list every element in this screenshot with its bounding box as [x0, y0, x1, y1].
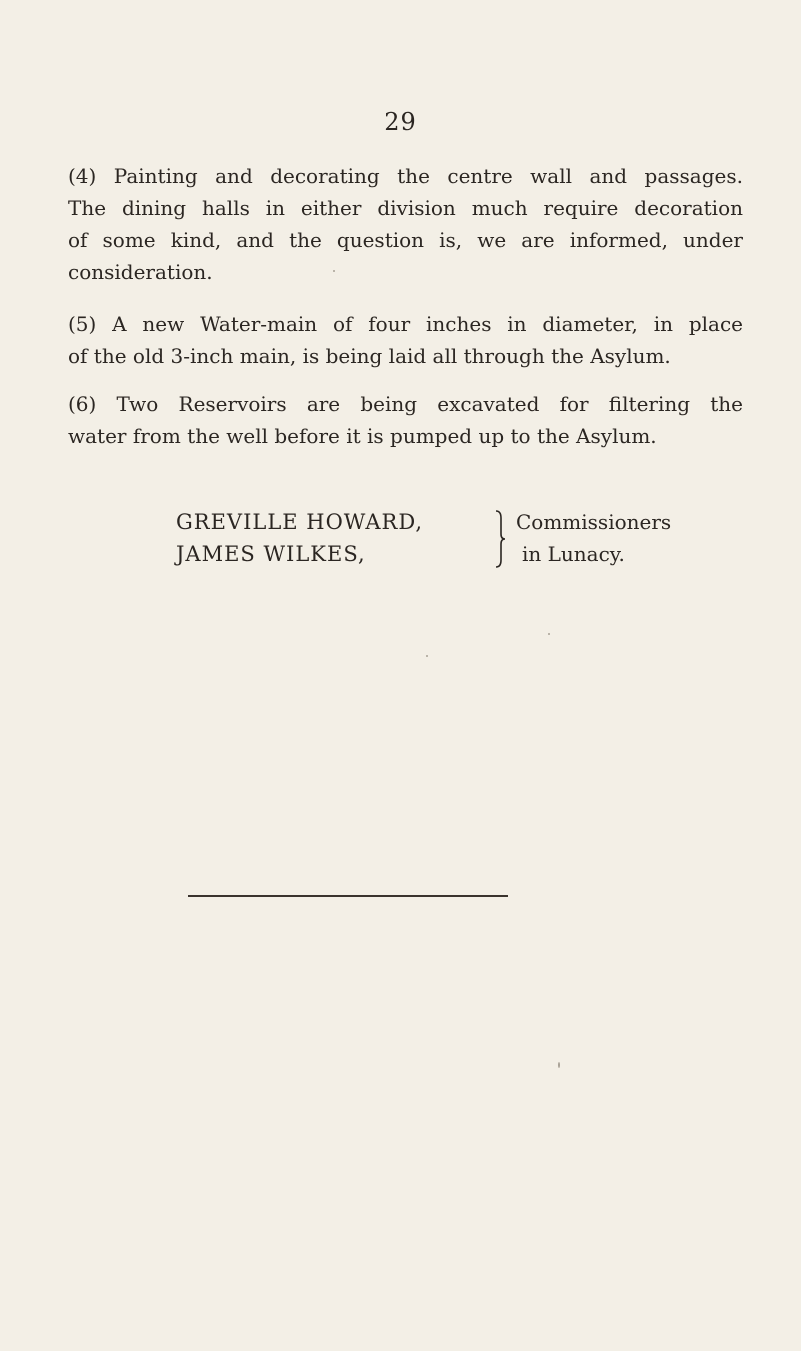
paragraph-line: of the old 3-inch main, is being laid all through the Asylum. [68, 344, 671, 368]
paragraph-line: (4) Painting and decorating the centre wall and passages. [68, 164, 743, 188]
paragraph-line: The dining halls in either division much require decoration [68, 196, 743, 220]
signatory-name: JAMES WILKES, [176, 542, 366, 566]
paragraph-line: of some kind, and the question is, we are informed, under [68, 228, 743, 252]
paragraph-line: (6) Two Reservoirs are being excavated for filtering the [68, 392, 743, 416]
paragraph-item-5 [68, 308, 743, 372]
signatory-title-line: in Lunacy. [522, 542, 625, 566]
paragraph-item-6 [68, 388, 743, 452]
paper-speck [558, 1062, 560, 1068]
signatory-title-line: Commissioners [516, 510, 672, 534]
paragraph-item-4 [68, 160, 743, 288]
page-number: 29 [384, 108, 417, 136]
signatory-names [176, 506, 423, 570]
signatory-title [516, 506, 671, 570]
end-rule [188, 895, 508, 897]
signature-block [176, 506, 716, 576]
paragraph-line: water from the well before it is pumped up to the Asylum. [68, 424, 657, 448]
paragraph-line: (5) A new Water-main of four inches in diameter, in place [68, 312, 743, 336]
paper-speck [548, 633, 550, 635]
paper-speck [426, 655, 428, 657]
paper-speck [333, 270, 335, 272]
brace-icon [494, 508, 508, 570]
paragraph-line: consideration. [68, 260, 213, 284]
signatory-name: GREVILLE HOWARD, [176, 510, 424, 534]
